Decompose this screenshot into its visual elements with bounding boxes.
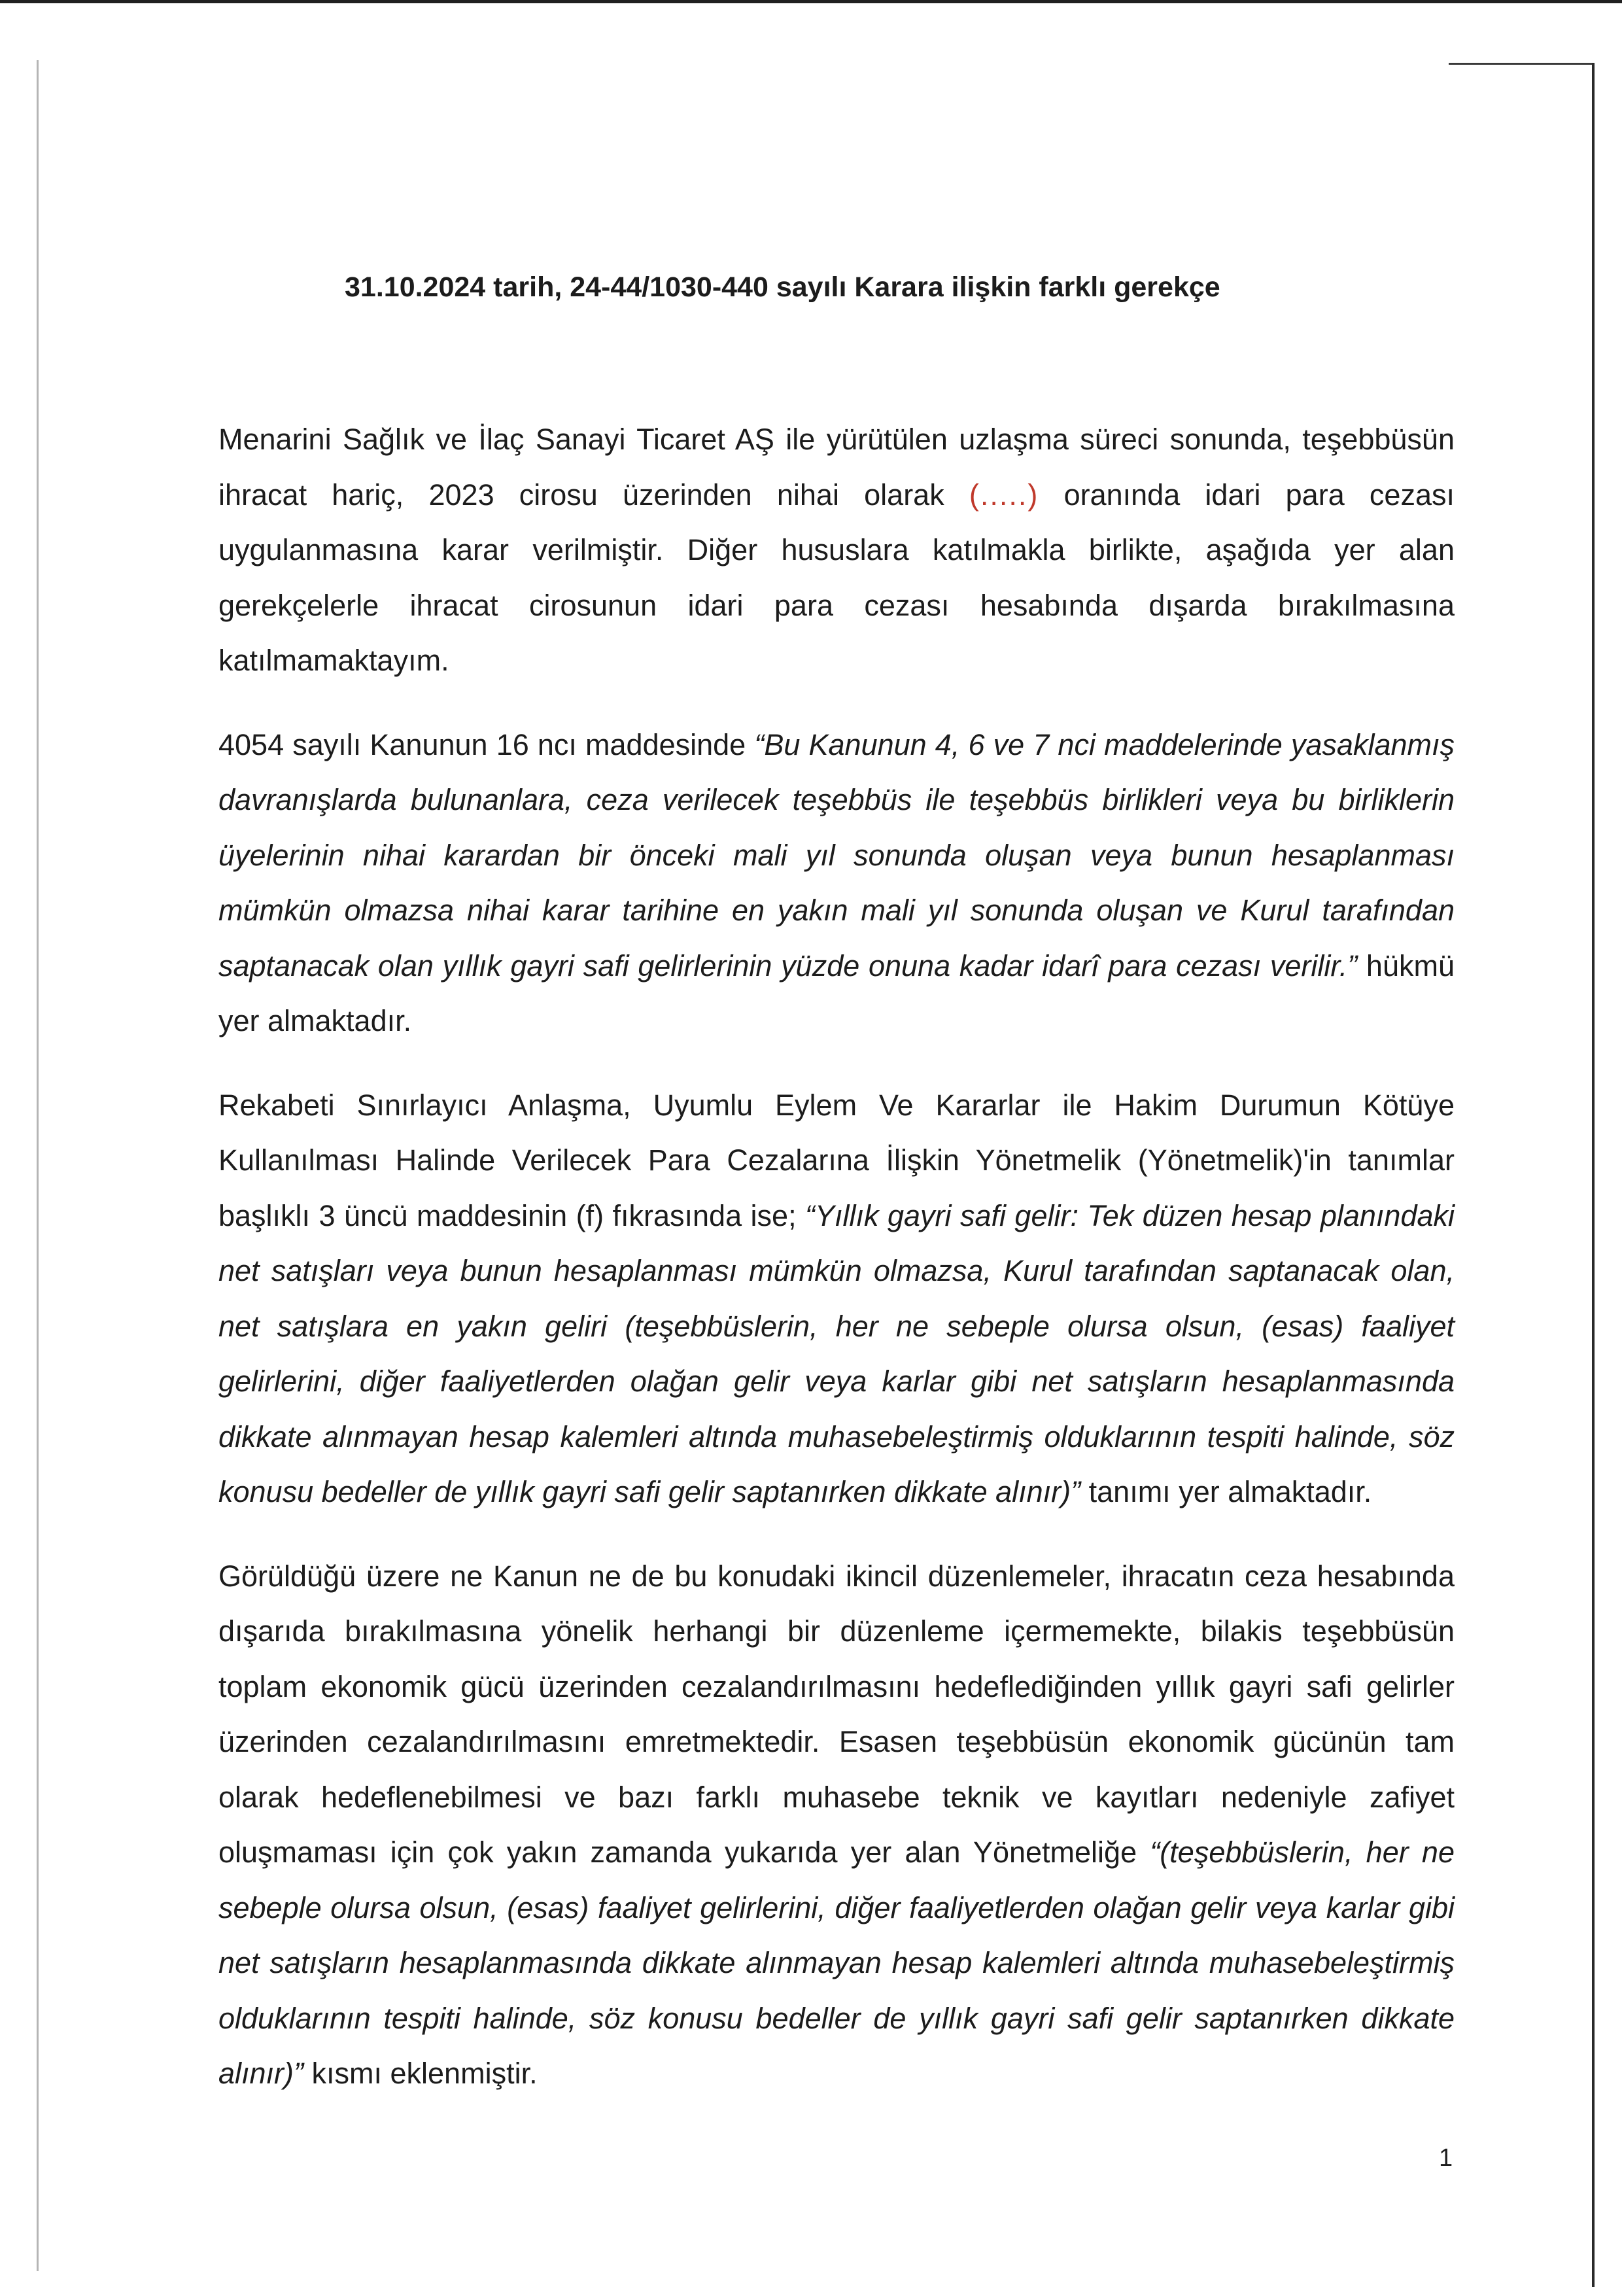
document-title: 31.10.2024 tarih, 24-44/1030-440 sayılı Karara ilişkin farklı gerekçe <box>345 271 1220 303</box>
regulation-quote: “Yıllık gayri safi gelir: Tek düzen hesap planındaki net satışları veya bunun hesaplanması mümkün olmazsa, Kurul tarafından saptanacak olan, net satışlara en yakın geliri (teşebbüslerin, her ne sebeple olursa olsun, (esas) faaliyet gelirlerini, diğer faaliyetlerden olağan gelir veya karlar gibi net satışların hesaplanmasında dikkate alınmayan hesap kalemleri altında muhasebeleştirmiş olduklarının tespiti halinde, söz konusu bedeller de yıllık gayri safi gelir saptanırken dikkate alınır)” <box>218 1198 1455 1508</box>
paragraph-2-intro: 4054 sayılı Kanunun 16 ncı maddesinde <box>218 727 755 761</box>
paragraph-law-article <box>218 718 1455 1049</box>
law-quote: “Bu Kanunun 4, 6 ve 7 nci maddelerinde yasaklanmış davranışlarda bulunanlara, ceza verilecek teşebbüs ile teşebbüs birlikleri veya bu birliklerin üyelerinin nihai karardan bir önceki mali yıl sonunda oluşan veya bunun hesaplanması mümkün olmazsa nihai karar tarihine en yakın mali yıl sonunda oluşan ve Kurul tarafından saptanacak olan yıllık gayri safi gelirlerinin yüzde onuna kadar idarî para cezası verilir.” <box>218 727 1455 983</box>
paragraph-4-outro: kısmı eklenmiştir. <box>303 2057 538 2090</box>
paragraph-3-outro: tanımı yer almaktadır. <box>1080 1475 1372 1508</box>
amendment-quote: “(teşebbüslerin, her ne sebeple olursa olsun, (esas) faaliyet gelirlerini, diğer faaliyetlerden olağan gelir veya karlar gibi net satışların hesaplanmasında dikkate alınmayan hesap kalemleri altında muhasebeleştirmiş olduklarının tespiti halinde, söz konusu bedeller de yıllık gayri safi gelir saptanırken dikkate alınır)” <box>218 1835 1455 2090</box>
paragraph-1-text: Menarini Sağlık ve İlaç Sanayi Ticaret AŞ ile yürütülen uzlaşma süreci sonunda, teşebbüsün ihracat hariç, 2023 cirosu üzerinden nihai olarak <box>218 423 1455 512</box>
scan-right-edge-top <box>1449 63 1594 65</box>
paragraph-1-text-continued: oranında idari para cezası uygulanmasına karar verilmiştir. Diğer hususlara katılmakla birlikte, aşağıda yer alan gerekçelerle ihracat cirosunun idari para cezası hesabında dışarda bırakılmasına katılmamaktayım. <box>218 478 1455 677</box>
scan-right-edge <box>1592 63 1595 2287</box>
page-number: 1 <box>1439 2144 1453 2172</box>
paragraph-4-intro: Görüldüğü üzere ne Kanun ne de bu konudaki ikincil düzenlemeler, ihracatın ceza hesabında dışarıda bırakılmasına yönelik herhangi bir düzenleme içermemekte, bilakis teşebbüsün toplam ekonomik gücü üzerinden cezalandırılmasını hedeflediğinden yıllık gayri safi gelirler üzerinden cezalandırılmasını emretmektedir. Esasen teşebbüsün ekonomik gücünün tam olarak hedeflenebilmesi ve bazı farklı muhasebe teknik ve kayıtları nedeniyle zafiyet oluşmaması için çok yakın zamanda yukarıda yer alan Yönetmeliğe <box>218 1559 1455 1869</box>
redacted-rate: (.....) <box>969 478 1039 512</box>
paragraph-2-outro: hükmü yer almaktadır. <box>218 948 1455 1037</box>
paragraph-3-intro: Rekabeti Sınırlayıcı Anlaşma, Uyumlu Eylem Ve Kararlar ile Hakim Durumun Kötüye Kullanılması Halinde Verilecek Para Cezalarına İlişkin Yönetmelik (Yönetmelik)'in tanımlar başlıklı 3 üncü maddesinin (f) fıkrasında ise; <box>218 1088 1455 1232</box>
paragraph-conclusion <box>218 1549 1455 2102</box>
document-body <box>218 412 1455 2120</box>
paragraph-settlement <box>218 412 1455 689</box>
scan-top-edge <box>0 0 1622 3</box>
paragraph-regulation-definition <box>218 1078 1455 1520</box>
scan-left-line <box>37 60 39 2271</box>
